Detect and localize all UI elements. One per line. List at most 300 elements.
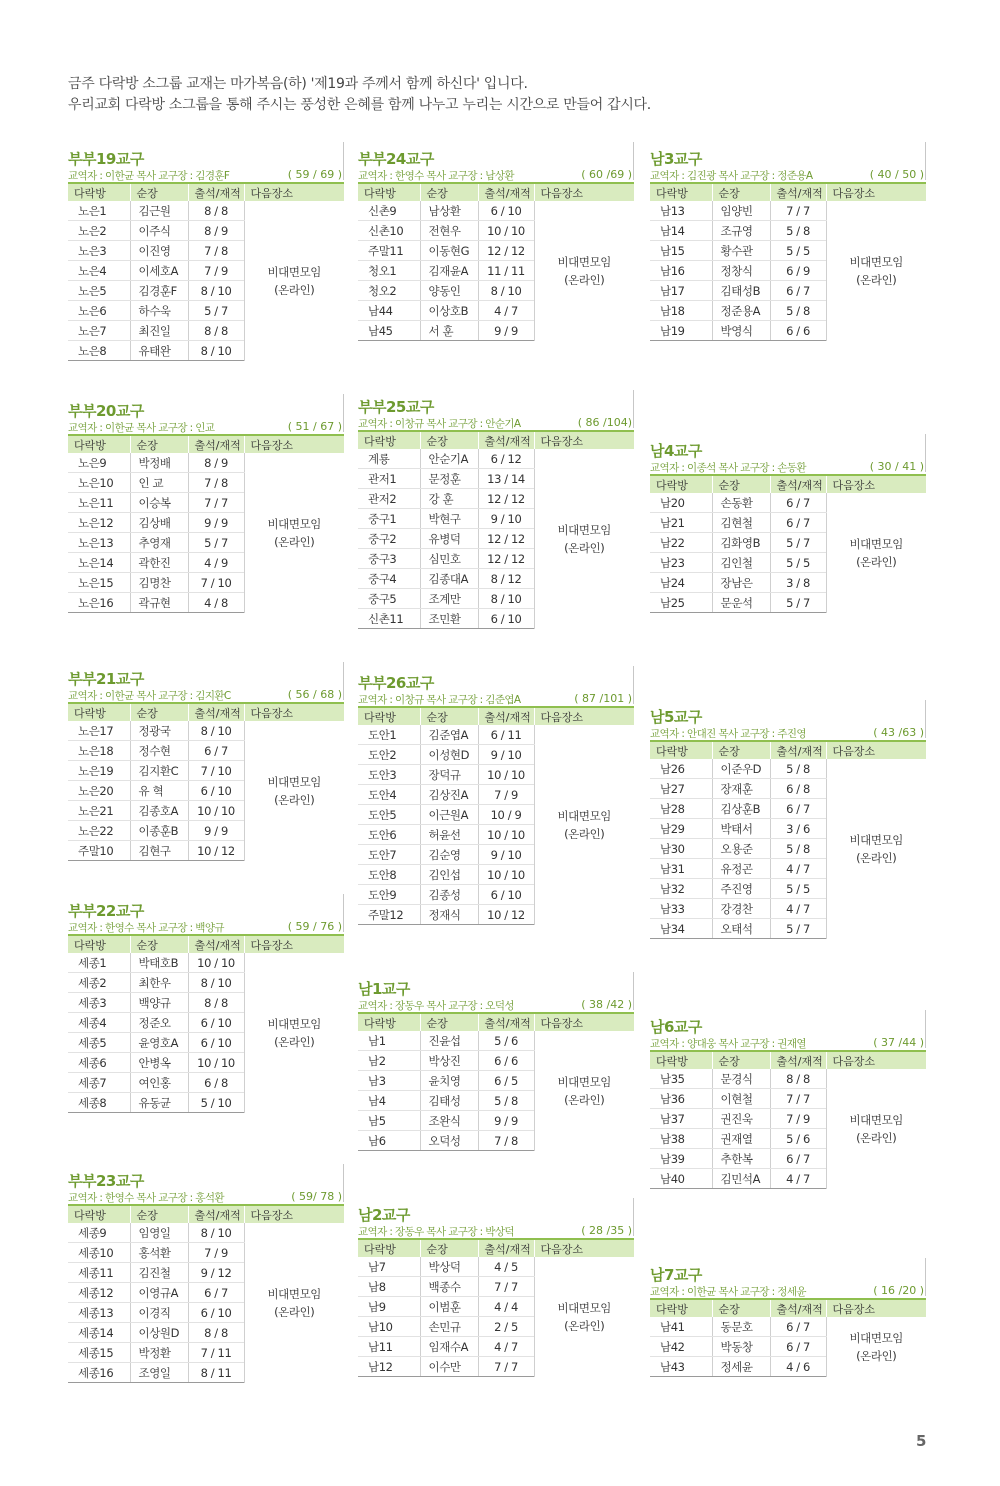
group-table	[650, 476, 927, 613]
leader-cell: 김순영	[420, 845, 478, 865]
attendance-cell: 7 / 8	[188, 473, 244, 493]
header-attendance: 출석/재적	[770, 184, 826, 201]
attendance-cell: 9 / 10	[478, 509, 534, 529]
attendance-cell: 9 / 10	[478, 845, 534, 865]
attendance-cell: 6 / 7	[770, 281, 826, 301]
next-place-line-2: (온라인)	[274, 1304, 315, 1319]
header-next-place: 다음장소	[534, 1240, 634, 1257]
darakbang-cell: 남13	[650, 201, 712, 221]
attendance-cell: 6 / 11	[478, 725, 534, 745]
group-table	[68, 704, 345, 861]
group-name: 남1교구	[358, 980, 410, 998]
header-leader: 순장	[130, 704, 188, 721]
header-next-place: 다음장소	[826, 1052, 926, 1069]
next-place-line-2: (온라인)	[856, 1348, 897, 1363]
leader-cell: 조영일	[130, 1363, 188, 1383]
table-header-row	[68, 436, 344, 453]
darakbang-cell: 도안6	[358, 825, 420, 845]
table-header-row	[358, 1014, 634, 1031]
group-header	[358, 142, 634, 180]
next-place-cell	[826, 759, 926, 939]
header-next-place: 다음장소	[826, 184, 926, 201]
leader-cell: 추영재	[130, 533, 188, 553]
next-place-cell	[826, 201, 926, 341]
darakbang-cell: 주말12	[358, 905, 420, 925]
header-leader: 순장	[130, 936, 188, 953]
header-attendance: 출석/재적	[478, 184, 534, 201]
group-name: 부부24교구	[358, 150, 434, 168]
attendance-cell: 5 / 8	[770, 759, 826, 779]
group-meta: 교역자 : 장동우 목사 교구장 : 오덕성	[358, 1000, 514, 1012]
attendance-cell: 11 / 11	[478, 261, 534, 281]
darakbang-cell: 신촌9	[358, 201, 420, 221]
darakbang-cell: 남26	[650, 759, 712, 779]
group-meta: 교역자 : 이한균 목사 교구장 : 김지환C	[68, 690, 231, 702]
darakbang-cell: 남11	[358, 1337, 420, 1357]
darakbang-cell: 청오2	[358, 281, 420, 301]
attendance-cell: 5 / 5	[770, 241, 826, 261]
darakbang-cell: 남10	[358, 1317, 420, 1337]
leader-cell: 추한복	[712, 1149, 770, 1169]
darakbang-cell: 청오1	[358, 261, 420, 281]
attendance-cell: 4 / 7	[770, 899, 826, 919]
leader-cell: 김인섭	[420, 865, 478, 885]
attendance-cell: 5 / 7	[770, 593, 826, 613]
attendance-cell: 4 / 5	[478, 1257, 534, 1277]
darakbang-cell: 세종3	[68, 993, 130, 1013]
leader-cell: 김상훈B	[712, 799, 770, 819]
header-darakbang: 다락방	[650, 476, 712, 493]
header-leader: 순장	[130, 1206, 188, 1223]
group-block	[358, 1198, 634, 1377]
group-header	[650, 434, 926, 472]
leader-cell: 동문호	[712, 1317, 770, 1337]
leader-cell: 정광국	[130, 721, 188, 741]
darakbang-cell: 남38	[650, 1129, 712, 1149]
header-next-place: 다음장소	[244, 936, 344, 953]
attendance-cell: 12 / 12	[478, 549, 534, 569]
darakbang-cell: 남34	[650, 919, 712, 939]
darakbang-cell: 노은12	[68, 513, 130, 533]
table-header-row	[650, 476, 926, 493]
attendance-cell: 7 / 7	[478, 1277, 534, 1297]
attendance-cell: 4 / 7	[478, 1337, 534, 1357]
header-attendance: 출석/재적	[188, 436, 244, 453]
intro-text	[68, 74, 651, 116]
leader-cell: 정준용A	[712, 301, 770, 321]
header-next-place: 다음장소	[244, 184, 344, 201]
darakbang-cell: 남22	[650, 533, 712, 553]
attendance-cell: 9 / 9	[188, 821, 244, 841]
leader-cell: 유동균	[130, 1093, 188, 1113]
attendance-cell: 8 / 10	[188, 1223, 244, 1243]
attendance-cell: 5 / 8	[770, 301, 826, 321]
group-block	[650, 1258, 926, 1377]
group-header	[68, 394, 344, 432]
table-header-row	[358, 432, 634, 449]
leader-cell: 문정훈	[420, 469, 478, 489]
header-attendance: 출석/재적	[188, 184, 244, 201]
attendance-cell: 8 / 10	[188, 281, 244, 301]
darakbang-cell: 노은22	[68, 821, 130, 841]
attendance-cell: 10 / 10	[478, 765, 534, 785]
leader-cell: 이동현G	[420, 241, 478, 261]
darakbang-cell: 남31	[650, 859, 712, 879]
group-table	[650, 1300, 927, 1377]
next-place-line-2: (온라인)	[274, 792, 315, 807]
attendance-cell: 6 / 7	[188, 741, 244, 761]
header-leader: 순장	[420, 432, 478, 449]
leader-cell: 김종호A	[130, 801, 188, 821]
attendance-cell: 10 / 12	[188, 841, 244, 861]
next-place-line-1: 비대면모임	[849, 1112, 904, 1127]
next-place-line-2: (온라인)	[564, 1318, 605, 1333]
attendance-cell: 6 / 7	[770, 799, 826, 819]
group-count: ( 87 /101 )	[574, 692, 632, 705]
attendance-cell: 8 / 10	[478, 281, 534, 301]
group-meta: 교역자 : 이한균 목사 교구장 : 김경훈F	[68, 170, 230, 182]
darakbang-cell: 계룡	[358, 449, 420, 469]
group-count: ( 59/ 78 )	[291, 1190, 342, 1203]
group-count: ( 28 /35 )	[581, 1224, 632, 1237]
darakbang-cell: 세종4	[68, 1013, 130, 1033]
leader-cell: 최한우	[130, 973, 188, 993]
header-darakbang: 다락방	[358, 184, 420, 201]
attendance-cell: 5 / 10	[188, 1093, 244, 1113]
attendance-cell: 10 / 10	[188, 801, 244, 821]
leader-cell: 이현철	[712, 1089, 770, 1109]
attendance-cell: 6 / 9	[770, 261, 826, 281]
leader-cell: 인 교	[130, 473, 188, 493]
header-attendance: 출석/재적	[478, 1240, 534, 1257]
leader-cell: 양동인	[420, 281, 478, 301]
group-meta: 교역자 : 안대진 목사 교구장 : 주진영	[650, 728, 806, 740]
leader-cell: 백종수	[420, 1277, 478, 1297]
darakbang-cell: 세종13	[68, 1303, 130, 1323]
darakbang-cell: 남40	[650, 1169, 712, 1189]
next-place-line-1: 비대면모임	[849, 536, 904, 551]
header-attendance: 출석/재적	[770, 1300, 826, 1317]
group-count: ( 43 /63 )	[873, 726, 924, 739]
leader-cell: 유정곤	[712, 859, 770, 879]
leader-cell: 박태서	[712, 819, 770, 839]
leader-cell: 박정환	[130, 1343, 188, 1363]
leader-cell: 임재수A	[420, 1337, 478, 1357]
leader-cell: 장재훈	[712, 779, 770, 799]
attendance-cell: 12 / 12	[478, 241, 534, 261]
header-darakbang: 다락방	[358, 1014, 420, 1031]
leader-cell: 김상진A	[420, 785, 478, 805]
attendance-cell: 6 / 8	[770, 779, 826, 799]
leader-cell: 김준엽A	[420, 725, 478, 745]
next-place-line-2: (온라인)	[856, 1130, 897, 1145]
darakbang-cell: 남28	[650, 799, 712, 819]
leader-cell: 박상덕	[420, 1257, 478, 1277]
darakbang-cell: 남36	[650, 1089, 712, 1109]
next-place-line-2: (온라인)	[856, 554, 897, 569]
group-count: ( 30 / 41 )	[869, 460, 924, 473]
darakbang-cell: 노은16	[68, 593, 130, 613]
leader-cell: 김종성	[420, 885, 478, 905]
darakbang-cell: 노은18	[68, 741, 130, 761]
attendance-cell: 2 / 5	[478, 1317, 534, 1337]
attendance-cell: 7 / 11	[188, 1343, 244, 1363]
darakbang-cell: 남42	[650, 1337, 712, 1357]
leader-cell: 홍석환	[130, 1243, 188, 1263]
darakbang-cell: 중구4	[358, 569, 420, 589]
table-header-row	[358, 708, 634, 725]
leader-cell: 여인홍	[130, 1073, 188, 1093]
header-leader: 순장	[420, 708, 478, 725]
group-header	[650, 1258, 926, 1296]
leader-cell: 김화영B	[712, 533, 770, 553]
leader-cell: 임영일	[130, 1223, 188, 1243]
group-header	[358, 972, 634, 1010]
attendance-cell: 10 / 10	[478, 221, 534, 241]
darakbang-cell: 남1	[358, 1031, 420, 1051]
leader-cell: 김태성	[420, 1091, 478, 1111]
table-header-row	[650, 1052, 926, 1069]
next-place-line-1: 비대면모임	[849, 254, 904, 269]
darakbang-cell: 남17	[650, 281, 712, 301]
header-next-place: 다음장소	[244, 1206, 344, 1223]
leader-cell: 이범훈	[420, 1297, 478, 1317]
attendance-cell: 7 / 10	[188, 573, 244, 593]
header-darakbang: 다락방	[650, 1052, 712, 1069]
darakbang-cell: 남25	[650, 593, 712, 613]
attendance-cell: 5 / 7	[770, 533, 826, 553]
group-meta: 교역자 : 이창규 목사 교구장 : 김준엽A	[358, 694, 521, 706]
leader-cell: 전현우	[420, 221, 478, 241]
next-place-cell	[826, 1069, 926, 1189]
attendance-cell: 5 / 7	[770, 919, 826, 939]
group-name: 부부19교구	[68, 150, 144, 168]
attendance-cell: 8 / 8	[188, 201, 244, 221]
darakbang-cell: 노은13	[68, 533, 130, 553]
darakbang-cell: 관저2	[358, 489, 420, 509]
group-block	[650, 700, 926, 939]
group-block	[358, 390, 634, 629]
attendance-cell: 7 / 7	[770, 1089, 826, 1109]
header-leader: 순장	[130, 184, 188, 201]
intro-line-1: 금주 다락방 소그룹 교재는 마가복음(하) '제19과 주께서 함께 하신다' 입니다.	[68, 76, 528, 92]
group-name: 부부20교구	[68, 402, 144, 420]
group-meta: 교역자 : 김진광 목사 교구장 : 정준용A	[650, 170, 813, 182]
leader-cell: 박상진	[420, 1051, 478, 1071]
darakbang-cell: 도안9	[358, 885, 420, 905]
leader-cell: 윤영호A	[130, 1033, 188, 1053]
darakbang-cell: 세종16	[68, 1363, 130, 1383]
leader-cell: 권재열	[712, 1129, 770, 1149]
group-name: 남3교구	[650, 150, 702, 168]
next-place-line-1: 비대면모임	[557, 522, 612, 537]
darakbang-cell: 세종12	[68, 1283, 130, 1303]
group-name: 남2교구	[358, 1206, 410, 1224]
header-next-place: 다음장소	[244, 436, 344, 453]
table-header-row	[650, 742, 926, 759]
table-header-row	[650, 184, 926, 201]
darakbang-cell: 세종1	[68, 953, 130, 973]
table-header-row	[68, 936, 344, 953]
attendance-cell: 5 / 6	[478, 1031, 534, 1051]
attendance-cell: 9 / 9	[188, 513, 244, 533]
group-block	[650, 142, 926, 341]
group-block	[68, 142, 344, 361]
darakbang-cell: 신촌10	[358, 221, 420, 241]
header-attendance: 출석/재적	[188, 704, 244, 721]
next-place-line-1: 비대면모임	[557, 1300, 612, 1315]
darakbang-cell: 세종9	[68, 1223, 130, 1243]
darakbang-cell: 노은2	[68, 221, 130, 241]
next-place-line-1: 비대면모임	[267, 1286, 322, 1301]
leader-cell: 유태완	[130, 341, 188, 361]
header-next-place: 다음장소	[534, 184, 634, 201]
attendance-cell: 4 / 6	[770, 1357, 826, 1377]
darakbang-cell: 세종7	[68, 1073, 130, 1093]
attendance-cell: 10 / 10	[188, 1053, 244, 1073]
attendance-cell: 3 / 8	[770, 573, 826, 593]
darakbang-cell: 세종10	[68, 1243, 130, 1263]
group-header	[650, 1010, 926, 1048]
leader-cell: 진윤섭	[420, 1031, 478, 1051]
next-place-line-1: 비대면모임	[557, 1074, 612, 1089]
group-name: 부부22교구	[68, 902, 144, 920]
group-count: ( 56 / 68 )	[287, 688, 342, 701]
group-name: 남5교구	[650, 708, 702, 726]
group-count: ( 60 /69 )	[581, 168, 632, 181]
header-next-place: 다음장소	[534, 708, 634, 725]
header-attendance: 출석/재적	[478, 432, 534, 449]
darakbang-cell: 남19	[650, 321, 712, 341]
leader-cell: 이세호A	[130, 261, 188, 281]
group-meta: 교역자 : 이창규 목사 교구장 : 안순기A	[358, 418, 521, 430]
attendance-cell: 8 / 11	[188, 1363, 244, 1383]
leader-cell: 곽규현	[130, 593, 188, 613]
leader-cell: 김상배	[130, 513, 188, 533]
leader-cell: 최진일	[130, 321, 188, 341]
attendance-cell: 9 / 9	[478, 321, 534, 341]
darakbang-cell: 세종2	[68, 973, 130, 993]
leader-cell: 이주식	[130, 221, 188, 241]
attendance-cell: 9 / 9	[478, 1111, 534, 1131]
darakbang-cell: 노은8	[68, 341, 130, 361]
table-row	[358, 201, 634, 221]
header-next-place: 다음장소	[826, 476, 926, 493]
attendance-cell: 8 / 10	[188, 341, 244, 361]
leader-cell: 윤치영	[420, 1071, 478, 1091]
group-count: ( 40 / 50 )	[869, 168, 924, 181]
table-row	[358, 1257, 634, 1277]
group-header	[68, 662, 344, 700]
header-darakbang: 다락방	[68, 1206, 130, 1223]
attendance-cell: 5 / 8	[478, 1091, 534, 1111]
darakbang-cell: 관저1	[358, 469, 420, 489]
header-darakbang: 다락방	[68, 936, 130, 953]
header-darakbang: 다락방	[358, 1240, 420, 1257]
darakbang-cell: 남14	[650, 221, 712, 241]
darakbang-cell: 노은21	[68, 801, 130, 821]
next-place-line-1: 비대면모임	[267, 516, 322, 531]
leader-cell: 정창식	[712, 261, 770, 281]
table-header-row	[68, 704, 344, 721]
header-attendance: 출석/재적	[188, 1206, 244, 1223]
group-count: ( 59 / 69 )	[287, 168, 342, 181]
leader-cell: 임양빈	[712, 201, 770, 221]
header-attendance: 출석/재적	[770, 1052, 826, 1069]
table-row	[358, 449, 634, 469]
leader-cell: 서 훈	[420, 321, 478, 341]
attendance-cell: 8 / 9	[188, 453, 244, 473]
leader-cell: 김현철	[712, 513, 770, 533]
leader-cell: 조완식	[420, 1111, 478, 1131]
attendance-cell: 8 / 10	[188, 721, 244, 741]
header-next-place: 다음장소	[534, 1014, 634, 1031]
group-header	[68, 894, 344, 932]
group-count: ( 16 /20 )	[873, 1284, 924, 1297]
leader-cell: 박현구	[420, 509, 478, 529]
attendance-cell: 6 / 7	[188, 1283, 244, 1303]
next-place-line-2: (온라인)	[274, 1034, 315, 1049]
leader-cell: 조규영	[712, 221, 770, 241]
leader-cell: 김진철	[130, 1263, 188, 1283]
darakbang-cell: 노은10	[68, 473, 130, 493]
table-row	[68, 953, 344, 973]
leader-cell: 곽한진	[130, 553, 188, 573]
group-table	[358, 432, 635, 629]
darakbang-cell: 주말11	[358, 241, 420, 261]
group-header	[358, 1198, 634, 1236]
leader-cell: 장덕규	[420, 765, 478, 785]
group-header	[358, 666, 634, 704]
darakbang-cell: 남7	[358, 1257, 420, 1277]
group-meta: 교역자 : 이종석 목사 교구장 : 손동환	[650, 462, 806, 474]
group-table	[358, 1014, 635, 1151]
attendance-cell: 5 / 5	[770, 553, 826, 573]
page-number: 5	[916, 1432, 927, 1450]
leader-cell: 김민석A	[712, 1169, 770, 1189]
leader-cell: 유병덕	[420, 529, 478, 549]
leader-cell: 김경훈F	[130, 281, 188, 301]
group-block	[68, 1164, 344, 1383]
leader-cell: 김명찬	[130, 573, 188, 593]
leader-cell: 안순기A	[420, 449, 478, 469]
header-darakbang: 다락방	[68, 704, 130, 721]
leader-cell: 박영식	[712, 321, 770, 341]
header-attendance: 출석/재적	[770, 742, 826, 759]
darakbang-cell: 노은6	[68, 301, 130, 321]
darakbang-cell: 남30	[650, 839, 712, 859]
darakbang-cell: 남27	[650, 779, 712, 799]
leader-cell: 김재윤A	[420, 261, 478, 281]
next-place-line-1: 비대면모임	[267, 774, 322, 789]
darakbang-cell: 세종14	[68, 1323, 130, 1343]
leader-cell: 장남은	[712, 573, 770, 593]
darakbang-cell: 노은15	[68, 573, 130, 593]
darakbang-cell: 남8	[358, 1277, 420, 1297]
leader-cell: 안병옥	[130, 1053, 188, 1073]
darakbang-cell: 세종15	[68, 1343, 130, 1363]
darakbang-cell: 남2	[358, 1051, 420, 1071]
intro-line-2: 우리교회 다락방 소그룹을 통해 주시는 풍성한 은혜를 함께 나누고 누리는 시간으로 만들어 갑시다.	[68, 97, 651, 113]
header-leader: 순장	[712, 1052, 770, 1069]
group-name: 남7교구	[650, 1266, 702, 1284]
attendance-cell: 5 / 5	[770, 879, 826, 899]
darakbang-cell: 노은4	[68, 261, 130, 281]
leader-cell: 문운석	[712, 593, 770, 613]
group-count: ( 38 /42 )	[581, 998, 632, 1011]
group-table	[68, 436, 345, 613]
group-name: 부부23교구	[68, 1172, 144, 1190]
